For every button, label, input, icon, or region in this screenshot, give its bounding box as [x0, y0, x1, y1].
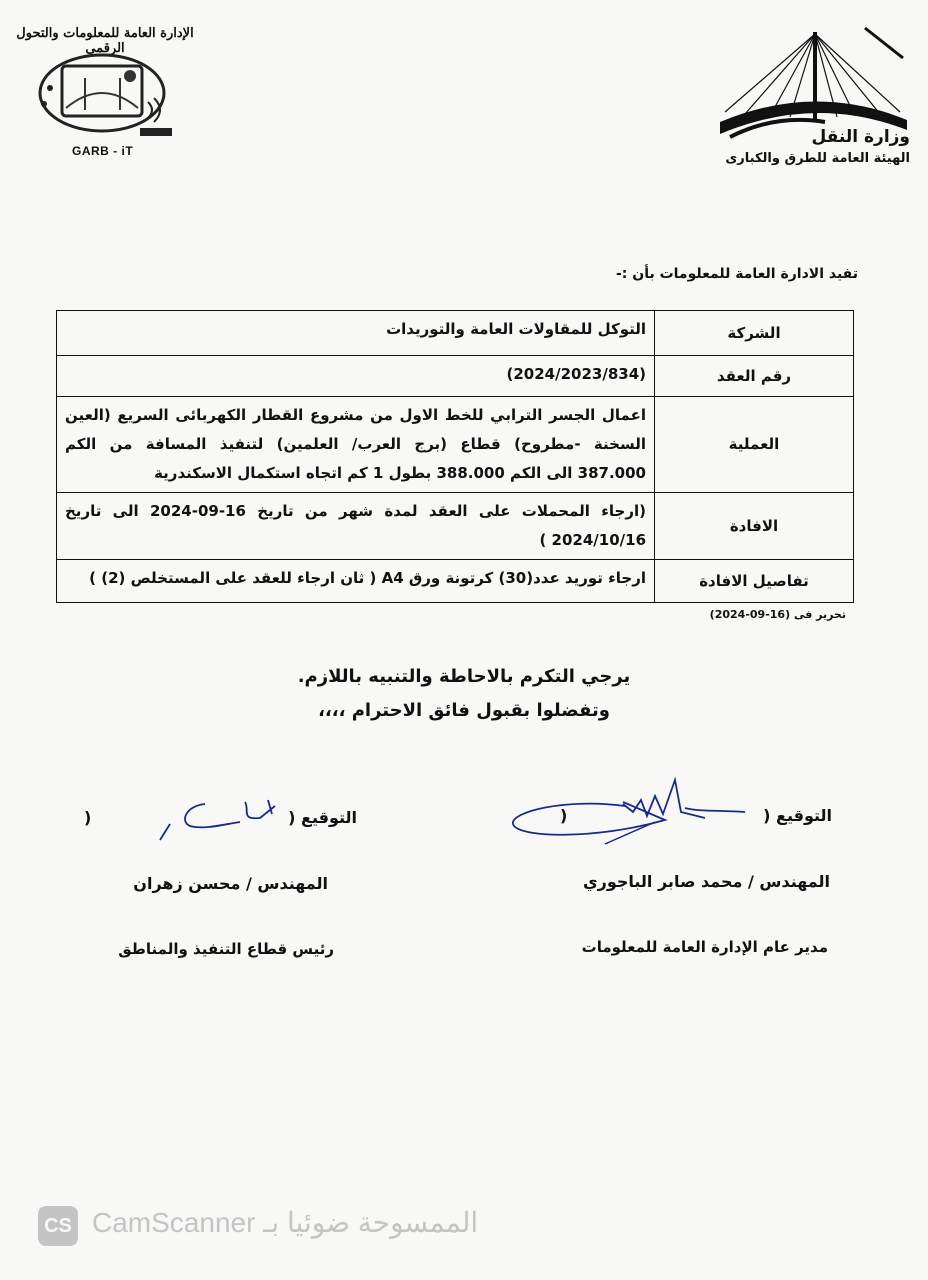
it-department-name: الإدارة العامة للمعلومات والتحول الرقمى [16, 26, 194, 56]
camscanner-watermark: الممسوحة ضوئيا بـ CamScanner [92, 1207, 479, 1238]
authority-name: الهيئة العامة للطرق والكبارى [725, 151, 910, 166]
closing-line-2: وتفضلوا بقبول فائق الاحترام ،،،، [318, 700, 610, 721]
signatory-left-title: رئيس قطاع التنفيذ والمناطق [118, 940, 334, 958]
camscanner-logo: CS [38, 1206, 78, 1246]
row-label: الشركة [655, 311, 854, 356]
closing-line-1: يرجي التكرم بالاحاطة والتنبيه باللازم. [297, 666, 631, 687]
row-value: (ارجاء المحملات على العقد لمدة شهر من تاريخ 16-09-2024 الى تاريخ 2024/10/16 ) [57, 493, 655, 560]
table-row [57, 356, 854, 397]
ministry-name: وزارة النقل [811, 127, 910, 147]
table-row [57, 397, 854, 493]
table-row [57, 493, 854, 560]
signature-label-right: التوقيع ( [763, 806, 832, 825]
handwritten-signature-right [505, 772, 755, 852]
row-label: تفاصيل الافادة [655, 560, 854, 603]
signatory-right-title: مدير عام الإدارة العامة للمعلومات [581, 938, 828, 956]
row-value: ارجاء توريد عدد(30) كرتونة ورق A4 ( ثان ارجاء للعقد على المستخلص (2) ) [57, 560, 655, 603]
row-label: الافادة [655, 493, 854, 560]
table-row [57, 311, 854, 356]
intro-text: تفيد الادارة العامة للمعلومات بأن :- [615, 266, 858, 282]
table-row [57, 560, 854, 603]
signature-paren-left: ) [84, 808, 92, 827]
signatory-left-name: المهندس / محسن زهران [133, 874, 328, 893]
handwritten-signature-left [150, 796, 290, 844]
row-label: رقم العقد [655, 356, 854, 397]
signature-label-left: التوقيع ( [288, 808, 357, 827]
signatory-right-name: المهندس / محمد صابر الباجوري [582, 872, 830, 891]
row-value: اعمال الجسر الترابي للخط الاول من مشروع القطار الكهربائى السريع (العين السخنة -مطروح) قطاع (برج العرب/ العلمين) لتنفيذ المسافة من الكم 387.000 الى الكم 388.000 بطول 1 كم اتجاه استكمال الاسكندرية [57, 397, 655, 493]
row-value: (2024/2023/834) [57, 356, 655, 397]
written-date: تحرير فى (16-09-2024) [709, 608, 846, 621]
signature-paren-right: ) [560, 806, 568, 825]
it-department-logo [30, 48, 180, 143]
row-label: العملية [655, 397, 854, 493]
row-value: التوكل للمقاولات العامة والتوريدات [57, 311, 655, 356]
it-department-code: GARB - iT [72, 144, 134, 158]
contract-info-table [56, 310, 854, 603]
